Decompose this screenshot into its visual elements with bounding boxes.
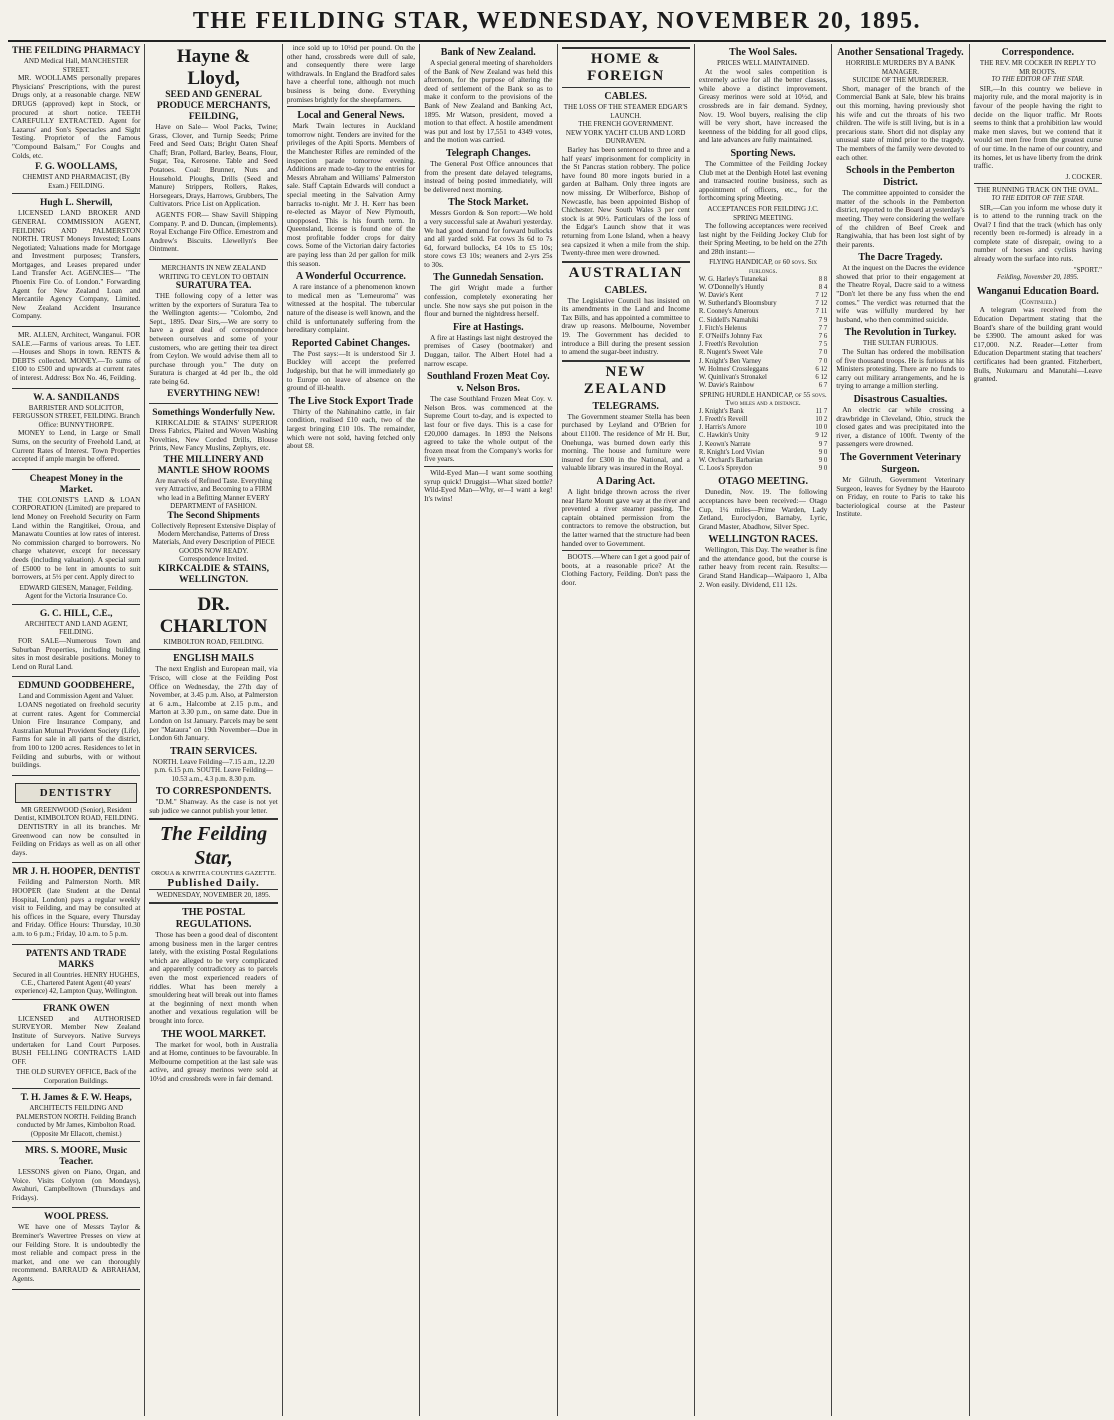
otago-head: OTAGO MEETING. xyxy=(718,476,808,488)
hill-text: FOR SALE—Numerous Town and Suburban Properties, including building sites in most desirable positions. Money to Lend on Rural Land. xyxy=(12,636,141,671)
runner-weight: 9 12 xyxy=(815,432,828,440)
wool-market-head: THE WOOL MARKET. xyxy=(161,1028,266,1040)
pharmacy-ad xyxy=(12,44,140,194)
runner-weight: 7 5 xyxy=(818,341,828,349)
australian-head: AUSTRALIAN xyxy=(562,261,690,282)
runner-row xyxy=(699,449,827,457)
flying-sub: FLYING HANDICAP, of 60 sovs. Six furlongs. xyxy=(709,258,818,276)
runner-row xyxy=(699,317,827,325)
runner-row xyxy=(699,424,827,432)
runner-name: R. Nugent's Sweet Vale xyxy=(698,349,763,357)
runner-row xyxy=(699,358,827,366)
runner-weight: 7 7 xyxy=(818,324,828,332)
kirkcaldie-ad xyxy=(149,406,277,590)
cheapest-heading: Cheapest Money in the Market. xyxy=(29,473,123,495)
goodbehere-ad xyxy=(12,679,140,775)
schools-head: Schools in the Pemberton District. xyxy=(846,165,955,189)
stock-text: Messrs Gordon & Son report:—We hold a very successful sale at Awahuri yesterday. We had good demand for forward bullocks and all yarded sold. Fat cows 3s 6d to 7s 6d, forward bullocks, £4 10s to £5 10s; store cows £3 10s; weaners and 2-yrs 25s to 30s. xyxy=(424,208,553,269)
telegraph-head: Telegraph Changes. xyxy=(445,147,531,159)
runner-row xyxy=(699,408,827,416)
runner-weight: 8 4 xyxy=(818,283,828,291)
greenwood-name: MR GREENWOOD (Senior), Resident Dentist, KIMBOLTON ROAD, FEILDING. xyxy=(14,805,139,823)
feilding-star-title: The Feilding Star, xyxy=(159,823,268,870)
hayne-text: Have on Sale— Wool Packs, Twine; Grass, Clover, and Turnip Seeds; Prime Feed and Seed Oats; Bright Oaten Sheaf Chaff; Bran, Pollard, Barley, Beans, Flour, Sugar, Tea, Kerosene. Table and Seed Potatoes. Coal: Brunner, Nuts and Household. Ploughs, Drills (Seed and Manure) Strippers, Rollers, Rakes, Horsegears, Drays, Harrows, Grubbers, The Cultivators. Price List on Application. xyxy=(149,122,278,209)
to-corr-text: "D.M." Shanway. As the case is not yet sub judice we cannot publish your letter. xyxy=(149,797,278,815)
wool-continued: ince sold up to 10½d per pound. On the other hand, crossbreds were dull of sale, and consequently there were large withdrawals. In England the Bradford sales have a cheerful tone, although not much business is being done. Everything promises brightly for the sheepfarmers. xyxy=(286,44,416,104)
bank-head: Bank of New Zealand. xyxy=(440,47,536,58)
columns xyxy=(8,44,1106,1416)
millinery-text: Are marvels of Refined Taste. Everything very Attractive, and Becoming to a FIRM who lead in a Befitting Manner EVERY DEPARTMENT of FASHION. xyxy=(155,477,272,511)
daring-head: A Daring Act. xyxy=(596,476,655,487)
daring-text: A light bridge thrown across the river near Harte Mount gave way at the river and prevented a river steamer passing. The captain obtained permission from the contractors to remove the obstruction, but the latter warned that the structure had been handed over to Government. xyxy=(561,487,690,548)
to-editor-2: TO THE EDITOR OF THE STAR. xyxy=(991,194,1085,202)
gunnedah-head: The Gunnedah Sensation. xyxy=(433,272,544,284)
hayne-ad xyxy=(149,44,277,260)
patents-title: PATENTS AND TRADE MARKS xyxy=(26,948,127,970)
postal-head: THE POSTAL REGULATIONS. xyxy=(175,906,252,930)
wonderful-head: A Wonderful Occurrence. xyxy=(295,271,406,283)
giesen-note: Agent for the Victoria Insurance Co. xyxy=(25,592,128,601)
runner-name: J. Knight's Bank xyxy=(698,407,744,415)
runner-row xyxy=(699,333,827,341)
greenwood-text: DENTISTRY in all its branches. Mr Greenwood can now be consulted in Feilding on Fridays as well as on all other days. xyxy=(12,821,141,857)
divider xyxy=(424,466,552,467)
runner-row xyxy=(699,276,827,284)
english-mails-head: ENGLISH MAILS xyxy=(173,653,254,665)
gazette-line: OROUA & KIWITEA COUNTIES GAZETTE. xyxy=(151,870,276,878)
runner-name: R. Cooney's Ameroux xyxy=(698,308,759,316)
runner-row xyxy=(699,300,827,308)
runner-weight: 7 0 xyxy=(818,349,828,357)
runner-weight: 8 8 xyxy=(818,275,828,283)
telegraph-text: The General Post Office announces that from the present date delayed telegrams, instead of being posted immediately, will be delivered next morning. xyxy=(424,158,553,194)
runner-row xyxy=(699,341,827,349)
runner-name: C. Hawkin's Unity xyxy=(698,432,750,440)
runner-row xyxy=(699,284,827,292)
wool-market-text: The market for wool, both in Australia and at Home, continues to be favourable. In Melbourne competition at the last sale was active, and greasy merinos were sold at 10½d and crossbreds were in fair demand. xyxy=(149,1039,278,1083)
runner-weight: 7 12 xyxy=(815,300,828,308)
moore-ad xyxy=(12,1144,140,1208)
runner-name: W. Orchard's Barbarian xyxy=(698,456,763,464)
acceptances-sub: ACCEPTANCES FOR FEILDING J.C. SPRING MEETING. xyxy=(707,204,819,222)
runner-row xyxy=(699,374,827,382)
wellington-races-text: Wellington, This Day. The weather is fine and the attendance good, but the course is rather heavy from recent rain. Results:— Grand Stand Handicap—Waipaoro 1, Alba 2. Won easily. Dividend, £11 12s. xyxy=(698,545,828,589)
owen-text: LICENSED and AUTHORISED SURVEYOR. Member New Zealand Institute of Surveyors. Native Surveys undertaken for Land Court Purposes. BUSH FELLING CONTRACTS LAID OFF. xyxy=(12,1013,141,1066)
disastrous-head: Disastrous Casualties. xyxy=(853,394,948,405)
kirkcaldie-sig: KIRKCALDIE & STAINS, WELLINGTON. xyxy=(158,563,270,585)
cocker-sub: THE REV. MR COCKER IN REPLY TO MR ROOTS. xyxy=(979,59,1096,76)
runner-weight: 10 0 xyxy=(815,424,828,432)
column-6 xyxy=(695,44,832,1416)
hill-sub: ARCHITECT AND LAND AGENT, FEILDING. xyxy=(24,619,128,637)
runner-row xyxy=(699,416,827,424)
woollams-sub: CHEMIST AND PHARMACIST, (By Exam.) FEILDING. xyxy=(22,173,130,190)
everything-new: EVERYTHING NEW! xyxy=(167,388,260,399)
moore-name: MRS. S. MOORE, Music Teacher. xyxy=(24,1146,128,1168)
dentistry-banner: DENTISTRY xyxy=(15,783,137,803)
column-5 xyxy=(558,44,695,1416)
cabinet-head: Reported Cabinet Changes. xyxy=(291,337,410,349)
otago-text: Dunedin, Nov. 19. The following acceptances have been received:— Otago Cup, 1¼ miles—Prime Warden, Lady Zetland, Euroclydon, Barnaby, Lyric, Grand Master, Abadhow, Silver Spec. xyxy=(698,487,828,531)
hurdle-sub: SPRING HURDLE HANDICAP, of 55 sovs. Two miles and a distance. xyxy=(699,390,827,408)
wool-sales-head: The Wool Sales. xyxy=(729,47,797,58)
runner-name: W. G. Harley's Tutanekai xyxy=(698,275,768,283)
education-text: A telegram was received from the Education Department stating that the Board's share of the building grant would be £3900. The amount asked for was £17,000. N.Z. Reader—Letter from Education Department stating that teachers' certificates had been granted. Fitzherbert, Bulls, Nukumaru and Manutahi—Leave granted. xyxy=(973,305,1102,384)
sandilands-sub: BARRISTER AND SOLICITOR, FERGUSSON STREET, FEILDING. Branch Office: BUNNYTHORPE. xyxy=(12,403,140,429)
running-sub: THE RUNNING TRACK ON THE OVAL. xyxy=(976,186,1099,195)
education-head: Wanganui Education Board. xyxy=(976,285,1099,297)
loss-sub: THE LOSS OF THE STEAMER EDGAR'S LAUNCH. xyxy=(563,103,688,120)
hayne-agents: AGENTS FOR— Shaw Savill Shipping Company. P. and D. Duncan, (implements). Royal Exchange Fire Office. Ernestrom and Andrew's Biscuits. Llewellyn's Bee Ointment. xyxy=(149,209,278,254)
fire-text: A fire at Hastings last night destroyed the premises of Casey (bootmaker) and Duggan, tailor. The Albert Hotel had a narrow escape. xyxy=(424,332,553,368)
runner-weight: 7 9 xyxy=(818,316,828,324)
to-corr-head: TO CORRESPONDENTS. xyxy=(155,786,272,797)
fire-head: Fire at Hastings. xyxy=(452,321,524,333)
runner-name: J. Fitch's Helenus xyxy=(698,324,747,332)
flying-runners xyxy=(699,276,827,391)
runner-weight: 9 0 xyxy=(818,448,828,456)
prices-sub: PRICES WELL MAINTAINED. xyxy=(716,59,810,67)
runner-row xyxy=(699,441,827,449)
runner-name: W. Davie's Rainbow xyxy=(698,382,755,390)
owen-ad xyxy=(12,1002,140,1090)
patents-text: Secured in all Countries. HENRY HUGHES, C.E., Chartered Patent Agent (40 years' experience) 42, Lampton Quay, Wellington. xyxy=(13,970,140,996)
suratura-text: THE following copy of a letter was written by the exporters of Suratura Tea to the Wellington agents:— "Colombo, 2nd Sept., 1895. Dear Sirs,—We are sorry to have a great deal of correspondence between ourselves and some of your customers, who are getting their tea direct from Ceylon. We would advise them all to purchase through you." The duty on Suratura is charged at 4d per lb., the old rate being 6d. xyxy=(149,291,278,387)
giesen-sig: EDWARD GIESEN, Manager, Feilding. xyxy=(19,583,133,592)
frozen-text: The case Southland Frozen Meat Coy. v. Nelson Bros. was commenced at the Supreme Court to-day, and is expected to last four or five days. This is a case for £20,000 damages. In 1893 the Nelsons agreed to take the whole output of the frozen meat from the Company's works for five years. xyxy=(424,394,553,464)
goodbehere-sub: Land and Commission Agent and Valuer. xyxy=(18,692,134,701)
telegrams-head: TELEGRAMS. xyxy=(592,400,659,412)
column-8 xyxy=(970,44,1106,1416)
runner-weight: 7 6 xyxy=(818,333,828,341)
english-mails-text: The next English and European mail, via 'Frisco, will close at the Feilding Post Office on Wednesday, the 27th day of November, at 3.45 p.m. Also, at Palmerston at 6 a.m., Halcombe at 2.15 p.m., and Marton at 3.30 p.m., on same date. Due in London on 1st January. Parcels may be sent per "Mataura" on 19th November—Due in London 6th January. xyxy=(149,664,278,743)
stock-head: The Stock Market. xyxy=(448,197,529,209)
runner-row xyxy=(699,432,827,440)
cables-head: CABLES. xyxy=(604,91,647,102)
wool-sales-text: At the wool sales competition is extremely active for all the better classes, while above a distinct improvement. Greasy merinos were sold at 10½d, and crossbreds are in fair demand. Sydney, Nov. 19. Wool buyers, realising the clip will be very short, have increased the keenness of the bidding for all good clips, and late advances are fully maintained. xyxy=(698,66,828,145)
column-4 xyxy=(420,44,557,1416)
vet-text: Mr Gilruth, Government Veterinary Surgeon, leaves for Sydney by the Hauroto on Friday, en route to Paris to take his bacteriological course at the Pasteur Institute. xyxy=(836,474,965,519)
pharmacy-title: THE FEILDING PHARMACY xyxy=(12,46,141,56)
local-head: Local and General News. xyxy=(297,110,405,122)
runner-name: W. Sutherland's Bloomsbury xyxy=(698,300,777,308)
cocker-text: SIR,—In this country we believe in majority rule, and the moral majority is in favour of the people having the right to decide on the liquor traffic. Mr Roots seems to think that a prohibition law would make men slaves, but we contend that it would set men free from the greatest curse of our time. In the name of our country, and its homes, let us have liberty from the drink traffic. xyxy=(973,83,1102,171)
column-7 xyxy=(832,44,969,1416)
runner-weight: 6 12 xyxy=(815,374,828,382)
charlton-ad xyxy=(149,592,277,651)
home-foreign-head: HOME & FOREIGN xyxy=(562,47,690,88)
runner-weight: 6 12 xyxy=(815,365,828,373)
cabinet-text: The Post says:—It is understood Sir J. Buckley will accept the preferred Judgeship, but that he will immediately go to Europe on leave of absence on the ground of ill-health. xyxy=(286,348,416,393)
postal-text: Those has been a good deal of discontent among business men in the larger centres lately, with the existing Postal Regulations which are alleged to be very complicated and apparently contradictory as to parcels even the most experienced readers of riddles. What has been merely a smouldering heat will break out into flames at the beginning of next month when another and vexatious regulation will be brought into force. xyxy=(149,929,278,1025)
heaps-text: ARCHITECTS FEILDING AND PALMERSTON NORTH. Feilding Branch conducted by Mr James, Kimbolton Road. (Opposite Mr Ellacott, chemist.) xyxy=(16,1104,137,1138)
hayne-sub: SEED AND GENERAL PRODUCE MERCHANTS, FEILDING, xyxy=(156,90,271,122)
revolution-head: The Revolution in Turkey. xyxy=(844,327,957,339)
runner-row xyxy=(699,292,827,300)
runner-name: W. Davie's Kent xyxy=(698,292,744,300)
hill-name: G. C. HILL, C.E., xyxy=(39,608,113,619)
allen-text: MR. ALLEN, Architect, Wanganui. FOR SALE.—Farms of various areas. To LET.—Houses and Shops in town. RENTS & DEBTS collected. MONEY.—To sums of £100 to £500 and upwards at current rates of interest. Address: Box No. 46, Feilding. xyxy=(12,330,141,382)
masthead: THE FEILDING STAR, WEDNESDAY, NOVEMBER 20, 1895. xyxy=(8,6,1106,42)
schools-text: The committee appointed to consider the matter of the schools in the Pemberton district, reported to the Board at yesterday's meeting. They were considering the welfare of the children of Beef Creek and Rangiwahia, that has been lost sight of by their parents. xyxy=(836,188,965,249)
aus-text: The Legislative Council has insisted on its amendments in the Land and Income Tax Bills, and has appointed a committee to draw up reasons. Melbourne, November 19. The Government has decided to introduce a Bill during the present session to amend the sugar-beet industry. xyxy=(561,295,690,357)
horrible-sub: HORRIBLE MURDERS BY A BANK MANAGER. xyxy=(845,59,956,76)
runner-name: J. Keown's Narrate xyxy=(698,440,751,448)
runner-weight: 9 7 xyxy=(818,440,828,448)
millinery-title: THE MILLINERY AND MANTLE SHOW ROOMS xyxy=(157,455,270,476)
sporting-text: The Committee of the Feilding Jockey Club met at the Denbigh Hotel last evening and transacted routine business, such as appointment of officers, etc., for the forthcoming spring Meeting. xyxy=(698,158,828,203)
runner-weight: 9 0 xyxy=(818,465,828,473)
hayne-name: Hayne & Lloyd, xyxy=(176,46,251,89)
column-2 xyxy=(145,44,282,1416)
boots-text: BOOTS.—Where can I get a good pair of boots, at a reasonable price? At the Clothing Factory, Feilding. Don't pass the door. xyxy=(561,552,690,587)
hill-ad xyxy=(12,607,140,678)
runner-name: J. Knight's Ben Varney xyxy=(698,357,762,365)
runner-row xyxy=(699,457,827,465)
runner-name: F. O'Neill's Johnny Fax xyxy=(698,333,763,341)
runner-name: C. Siddell's Namahiki xyxy=(698,316,759,324)
local-text: Mark Twain lectures in Auckland tomorrow night. Tenders are invited for the privileges of the Apiti Sports. Members of the Manchester Rifles are reminded of the inspection parade tomorrow evening. Additions are made to-day to the entries for Messrs Abraham and Williams' Palmerston sale. Staff Captain Edwards will conduct a special meeting in the Salvation Army barracks to-night. Mr J. H. Kerr has been re-elected as Mayor of New Plymouth, unopposed. This is his fourth term. In Queensland, license is found one of the most profitable fodder crops for dairy cows. Some of the Victorian dairy factories are paying less than 2d per gallon for milk this season. xyxy=(286,121,416,268)
runner-name: R. Knight's Lord Vivian xyxy=(698,448,765,456)
pharmacy-text: MR. WOOLLAMS personally prepares Physicians' Prescriptions, with the purest Drugs only, at a reasonable charge. NEW DRUGS (approved) kept in Stock, or procured at short notice. TEETH CAREFULLY EXTRACTED. Agent for Lazarus' and Son's Spectacles and Sight Testing. Proprietor of the Famous "Compound Balsam," For Coughs and Colds, etc. xyxy=(12,73,141,160)
runner-weight: 7 0 xyxy=(818,357,828,365)
charlton-sub: KIMBOLTON ROAD, FEILDING. xyxy=(163,637,264,646)
hurdle-runners xyxy=(699,408,827,474)
runner-name: C. Loos's Spreydon xyxy=(698,465,753,473)
sherwill-ad xyxy=(12,196,140,327)
greenwood-ad xyxy=(12,778,140,864)
suratura-ad xyxy=(149,262,277,404)
suratura-title: SURATURA TEA. xyxy=(175,281,252,292)
frozen-head: Southland Frozen Meat Coy. v. Nelson Bros. xyxy=(427,371,550,395)
runner-row xyxy=(699,366,827,374)
nz-head: NEW ZEALAND xyxy=(562,360,690,398)
moore-text: LESSONS given on Piano, Organ, and Voice. Visits Colyton (on Mondays), Awahuri, Campbelltown (Thursdays and Fridays). xyxy=(12,1167,141,1202)
oldsurvey: THE OLD SURVEY OFFICE, Back of the Corporation Buildings. xyxy=(16,1068,137,1085)
runner-weight: 6 7 xyxy=(818,382,828,390)
runner-weight: 9 0 xyxy=(818,456,828,464)
sensational-head: Another Sensational Tragedy. xyxy=(837,47,964,58)
owen-name: FRANK OWEN xyxy=(43,1003,110,1014)
aus-cables-head: CABLES. xyxy=(604,284,647,296)
goodbehere-name: EDMUND GOODBEHERE, xyxy=(18,681,135,692)
tragedy-text: Short, manager of the branch of the Commercial Bank at Sale, blew his brains out this morning, having previously shot his wife and cut the throats of his two children. The wife is still living, but is in a precarious state. Short did not display any unusual state of mind prior to the tragedy. The members of the family were devoted to each other. xyxy=(836,83,965,162)
kirkcaldie-text: KIRKCALDIE & STAINS' SUPERIOR Dress Fabrics, Plaited and Woven Washing Novelties, New Corded Drills, Blouse Prints, New Fancy Muslins, Zephyrs, etc. xyxy=(149,417,278,453)
goodbehere-text: LOANS negotiated on freehold security at current rates. Agent for Commercial Union Fire Insurance Company, and Australian Mutual Provident Society (Life). Farms for sale in all parts of the district, from 100 to 1200 acres. Residences to let in Feilding and suburbs, with or without buildings. xyxy=(12,700,141,770)
heaps-ad xyxy=(12,1091,140,1142)
runner-name: W. O'Donnelly's Huntly xyxy=(698,283,764,291)
joke-text: Wild-Eyed Man—I want some soothing syrup quick! Druggist—What sized bottle? Wild-Eyed Man—Why, er—I want a keg! It's twins! xyxy=(424,467,553,503)
running-text: SIR,—Can you inform me whose duty it is to attend to the running track on the Oval? I find that the track (which has only recently been re-formed) is already in a complete state of disrepair, owing to a number of horses and cyclists having already worn the surface into ruts. xyxy=(973,202,1102,264)
pharmacy-sub: AND Medical Hall, MANCHESTER STREET. xyxy=(23,57,129,74)
issue-date: WEDNESDAY, NOVEMBER 20, 1895. xyxy=(149,889,277,900)
suicide-sub: SUICIDE OF THE MURDERER. xyxy=(852,76,949,85)
livestock-head: The Live Stock Export Trade xyxy=(288,395,414,407)
dacre-head: The Dacre Tragedy. xyxy=(858,252,943,264)
to-editor-1: TO THE EDITOR OF THE STAR. xyxy=(991,76,1085,84)
runner-name: J. Freeth's Reveill xyxy=(698,415,748,423)
correspondence-head: Correspondence. xyxy=(1001,47,1074,58)
divider xyxy=(974,183,1102,184)
bank-text: A special general meeting of shareholders of the Bank of New Zealand was held this afternoon, for the purpose of altering the deed of settlement of the Bank so as to make it conform to the provisions of the Bank of New Zealand and Banking Act, 1895. Mr Watson, president, moved a motion to that effect. A hostile amendment was put and lost by 17,551 to 4349 votes, and the motion was carried. xyxy=(424,58,553,145)
wool-press-text: WE have one of Messrs Taylor & Breminer's Wavertree Presses on view at our Feilding Store. It is undoubtedly the most reliable and compact press in the market, and one we can thoroughly recommend. BARRAUD & ABRAHAM, Agents. xyxy=(12,1222,141,1284)
runner-row xyxy=(699,308,827,316)
runner-row xyxy=(699,382,827,390)
merchants-line: MERCHANTS IN NEW ZEALAND WRITING TO CEYLON TO OBTAIN xyxy=(158,263,269,281)
dacre-text: At the inquest on the Dacres the evidence showed that prior to their engagement at the Theatre Royal, Dacre said to a witness "Don't let there be any fuss when the end comes." The verdict was returned that the wife was wilfully murdered by her husband, who then committed suicide. xyxy=(836,263,965,324)
runner-weight: 11 7 xyxy=(815,407,828,415)
heaps-name: T. H. James & F. W. Heaps, xyxy=(20,1093,132,1104)
feilding-star-masthead xyxy=(149,818,277,904)
runner-row xyxy=(699,325,827,333)
shipments-text: Collectively Represent Extensive Display of Modern Merchandise, Patterns of Dress Materials, And every Description of PIECE GOODS NOW READY. xyxy=(151,521,276,555)
acceptances-text: The following acceptances were received last night by the Feilding Jockey Club for their Spring Meeting, to be held on the 27th and 28th instant:— xyxy=(698,221,828,256)
runner-name: W. Holmes' Crossleggans xyxy=(698,365,769,373)
runner-name: J. Freeth's Revolution xyxy=(698,341,759,349)
wool-press-ad xyxy=(12,1210,140,1289)
home-text: Barley has been sentenced to three and a half years' imprisonment for complicity in the St Pancras station robbery. The police have found 80 more ingots buried in a garden at Balham. Only three ingots are now missing. Dr Wilberforce, Bishop of Newcastle, has been appointed Bishop of Chichester. New South Wales 3 per cent stock is at 90½. Particulars of the loss of the Edgar's Launch show that it was returning from Lone Island, when a heavy sea capsized it when a mile from the ship. Twenty-three men were drowned. xyxy=(561,144,690,258)
sport-date: Feilding, November 20, 1895. xyxy=(997,274,1079,282)
allen-ad xyxy=(12,329,140,389)
french-sub: THE FRENCH GOVERNMENT. xyxy=(578,120,674,129)
livestock-text: Thirty of the Nahinahino cattle, in fair condition, realised £10 each, two of the largest bringing £10 10s. The remainder, which were not sold, having fetched only about £8. xyxy=(286,406,416,451)
train-head: TRAIN SERVICES. xyxy=(170,745,258,757)
sultan-sub: THE SULTAN FURIOUS. xyxy=(862,339,939,348)
charlton-name: DR. CHARLTON xyxy=(159,593,268,637)
hooper-ad xyxy=(12,865,140,944)
yacht-sub: NEW YORK YACHT CLUB AND LORD DUNRAVEN. xyxy=(565,128,686,146)
revolution-text: The Sultan has ordered the mobilisation of five thousand troops. He is furious at his Ministers protesting. There are no funds to carry out military arrangements, and he is trying to arrange a million sterling. xyxy=(836,347,965,391)
column-3 xyxy=(283,44,420,1416)
published-daily: Published Daily. xyxy=(167,876,260,889)
wellington-races-head: WELLINGTON RACES. xyxy=(708,534,818,546)
divider xyxy=(287,106,415,107)
divider xyxy=(562,550,690,551)
wonderful-text: A rare instance of a phenomenon known to medical men as "Lemeuroma" was witnessed at the hospital. The tubercular nature of the disease is well known, and the child is unfortunately suffering from the hereditary complaint. xyxy=(286,282,416,335)
runner-weight: 7 12 xyxy=(815,292,828,300)
column-1 xyxy=(8,44,145,1416)
gunnedah-text: The girl Wright made a further confession, completely exonerating her uncle. She now says she put poison in the flour and burned the nightdress herself. xyxy=(424,283,553,319)
sandilands-name: W. A. SANDILANDS xyxy=(33,392,120,403)
disastrous-text: An electric car while crossing a drawbridge in Cleveland, Ohio, struck the closed gates and was precipitated into the river, a distance of 100ft. Twenty of the passengers were drowned. xyxy=(836,405,965,449)
cocker-signature: J. COCKER. xyxy=(1065,172,1102,181)
hooper-text: Feilding and Palmerston North. MR HOOPER (late Student at the Dental Hospital, London) pays a regular weekly visit to Feilding, and may be consulted at his offices in the Square, every Thursday and Friday. Office Hours: Thursday, 10.30 a.m. to 6 p.m.; Friday, 10 a.m. to 5 p.m. xyxy=(12,877,141,938)
hooper-name: MR J. H. HOOPER, DENTIST xyxy=(12,867,140,878)
train-text: NORTH. Leave Feilding—7.15 a.m., 12.20 p.m. 6.15 p.m. SOUTH. Leave Feilding—10.53 a.m., 4.3 p.m. 8.30 p.m. xyxy=(152,757,275,783)
runner-name: J. Harris's Amore xyxy=(698,424,746,432)
sport-signature: "SPORT." xyxy=(1073,265,1102,274)
money-text: MONEY to Lend, in Large or Small Sums, on the security of Freehold Land, at Current Rates of Interest. Town Properties accepted if ample margin be offered. xyxy=(12,428,141,464)
correspondence-invited: Correspondence Invited. xyxy=(179,555,248,564)
patents-ad xyxy=(12,947,140,1000)
woollams-name: F. G. WOOLLAMS, xyxy=(35,162,118,173)
wonderfully-title: Somethings Wonderfully New. xyxy=(152,407,275,418)
nz-text: The Government steamer Stella has been purchased by Leyland and O'Brien for about £1100. The residence of Mr H. Bur, Onehunga, was burned down early this morning. The house and furniture were insured for £300 in the National, and a valuable library was insured in the Royal. xyxy=(561,411,690,473)
runner-weight: 7 11 xyxy=(815,308,828,316)
runner-weight: 10 2 xyxy=(815,415,828,423)
vet-head: The Government Veterinary Surgeon. xyxy=(839,451,961,475)
runner-row xyxy=(699,465,827,473)
wool-press-title: WOOL PRESS. xyxy=(43,1212,109,1223)
runner-name: W. Quinlivan's Stronakel xyxy=(698,374,767,382)
continued-sub: (Continued.) xyxy=(1019,297,1057,306)
colonist-ad xyxy=(12,472,140,605)
colonist-text: THE COLONIST'S LAND & LOAN CORPORATION (Limited) are prepared to lend Money on Freehold Security on Farm Land within the Rangitikei, Oroua, and Manawatu Counties at low rates of interest. No commission charged to borrowers. No charge whatever, except for necessary deeds (including valuation). A special sum of £5000 to be lent in amounts to suit borrowers, at 5½ per cent. Apply direct to xyxy=(12,494,141,582)
sporting-head: Sporting News. xyxy=(730,147,796,159)
sherwill-text: LICENSED LAND BROKER AND GENERAL COMMISSION AGENT, FEILDING AND PALMERSTON NORTH. TRUST Moneys Invested; Loans Negotiated; Valuations made for Mortgage and Investment purposes; Transfers, Mortgages, and Leases prepared under Land Transfer Act. AGENCIES— "The Phoenix Fire Co. of London." Forwarding Agent for New Zealand Loan and Mercantile Agency Company, Limited. New Zealand Accident Insurance Company. xyxy=(12,208,141,321)
sherwill-name: Hugh L. Sherwill, xyxy=(40,198,113,209)
shipments-title: The Second Shipments xyxy=(167,510,260,521)
sandilands-ad xyxy=(12,391,140,470)
runner-row xyxy=(699,349,827,357)
